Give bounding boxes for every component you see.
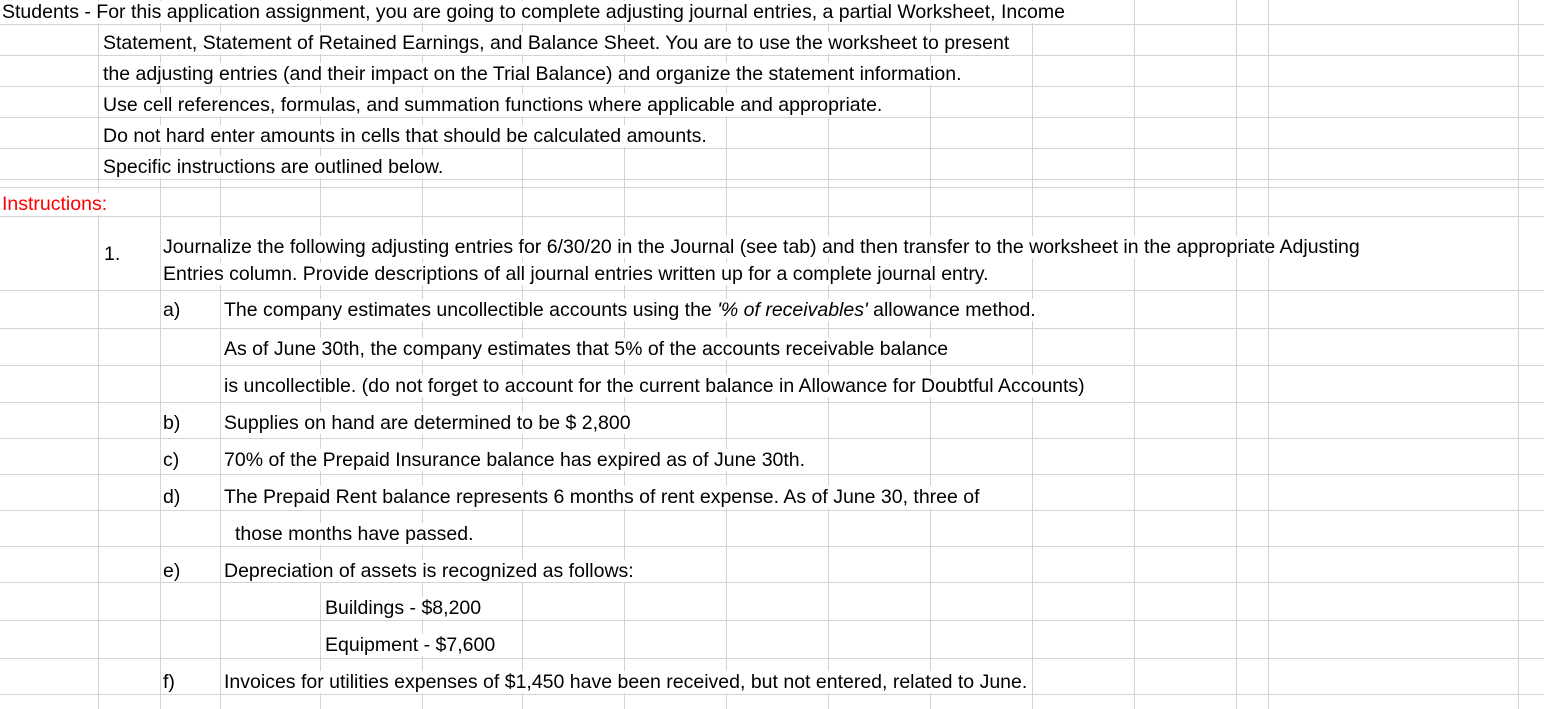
grid-row-line xyxy=(0,694,1544,695)
intro-line-3: the adjusting entries (and their impact on the Trial Balance) and organize the statement information. xyxy=(103,63,962,85)
grid-row-line xyxy=(0,402,1544,403)
item-b-line-1: Supplies on hand are determined to be $ 2,800 xyxy=(224,412,631,434)
grid-row-line xyxy=(0,216,1544,217)
grid-row-line xyxy=(0,582,1544,583)
item-d-line-1: The Prepaid Rent balance represents 6 months of rent expense. As of June 30, three of xyxy=(224,486,980,508)
grid-row-line xyxy=(0,24,1544,25)
item-a-label: a) xyxy=(163,299,181,321)
item-a-line-3: is uncollectible. (do not forget to account for the current balance in Allowance for Doubtful Accounts) xyxy=(224,375,1085,397)
grid-column-line xyxy=(1268,0,1269,709)
intro-line-2: Statement, Statement of Retained Earnings, and Balance Sheet. You are to use the worksheet to present xyxy=(103,32,1010,54)
grid-row-line xyxy=(0,620,1544,621)
grid-row-line xyxy=(0,474,1544,475)
item-b-label: b) xyxy=(163,412,181,434)
grid-column-line xyxy=(1134,0,1135,709)
grid-row-line xyxy=(0,148,1544,149)
intro-line-4: Use cell references, formulas, and summation functions where applicable and appropriate. xyxy=(103,94,883,116)
item-f-line-1: Invoices for utilities expenses of $1,450 have been received, but not entered, related to June. xyxy=(224,671,1028,693)
item-c-label: c) xyxy=(163,449,180,471)
item-e-label: e) xyxy=(163,560,181,582)
grid-row-line xyxy=(0,658,1544,659)
item-e-equipment: Equipment - $7,600 xyxy=(325,634,496,656)
grid-row-line xyxy=(0,179,1544,180)
grid-column-line xyxy=(1518,0,1519,709)
grid-row-line xyxy=(0,510,1544,511)
grid-row-line xyxy=(0,290,1544,291)
grid-row-line xyxy=(0,328,1544,329)
grid-row-line xyxy=(0,546,1544,547)
item-a-line-1 xyxy=(224,299,1038,321)
intro-line-6: Specific instructions are outlined below. xyxy=(103,156,444,178)
instructions-label: Instructions: xyxy=(2,193,108,215)
step-number: 1. xyxy=(104,243,121,265)
grid-column-line xyxy=(1032,0,1033,709)
grid-column-line xyxy=(1236,0,1237,709)
item-c-line-1: 70% of the Prepaid Insurance balance has expired as of June 30th. xyxy=(224,449,806,471)
item-a-line-1-italic: '% of receivables' xyxy=(717,299,868,321)
step-text-line-1: Journalize the following adjusting entries for 6/30/20 in the Journal (see tab) and then transfer to the worksheet in the appropriate Adjusting xyxy=(163,236,1360,258)
item-a-line-1-pre: The company estimates uncollectible accounts using the xyxy=(224,299,718,321)
grid-row-line xyxy=(0,187,1544,188)
intro-line-1: Students - For this application assignment, you are going to complete adjusting journal entries, a partial Worksheet, Income xyxy=(2,1,1065,23)
grid-row-line xyxy=(0,365,1544,366)
item-e-line-1: Depreciation of assets is recognized as follows: xyxy=(224,560,634,582)
grid-row-line xyxy=(0,55,1544,56)
grid-row-line xyxy=(0,117,1544,118)
item-f-label: f) xyxy=(163,671,175,693)
item-e-buildings: Buildings - $8,200 xyxy=(325,597,482,619)
step-text-line-2: Entries column. Provide descriptions of all journal entries written up for a complete journal entry. xyxy=(163,263,989,285)
grid-row-line xyxy=(0,438,1544,439)
item-a-line-1-post: allowance method. xyxy=(867,299,1036,321)
intro-line-5: Do not hard enter amounts in cells that should be calculated amounts. xyxy=(103,125,707,147)
item-a-line-2: As of June 30th, the company estimates that 5% of the accounts receivable balance xyxy=(224,338,949,360)
item-d-line-2: those months have passed. xyxy=(235,523,474,545)
grid-column-line xyxy=(98,0,99,709)
item-d-label: d) xyxy=(163,486,181,508)
grid-row-line xyxy=(0,86,1544,87)
